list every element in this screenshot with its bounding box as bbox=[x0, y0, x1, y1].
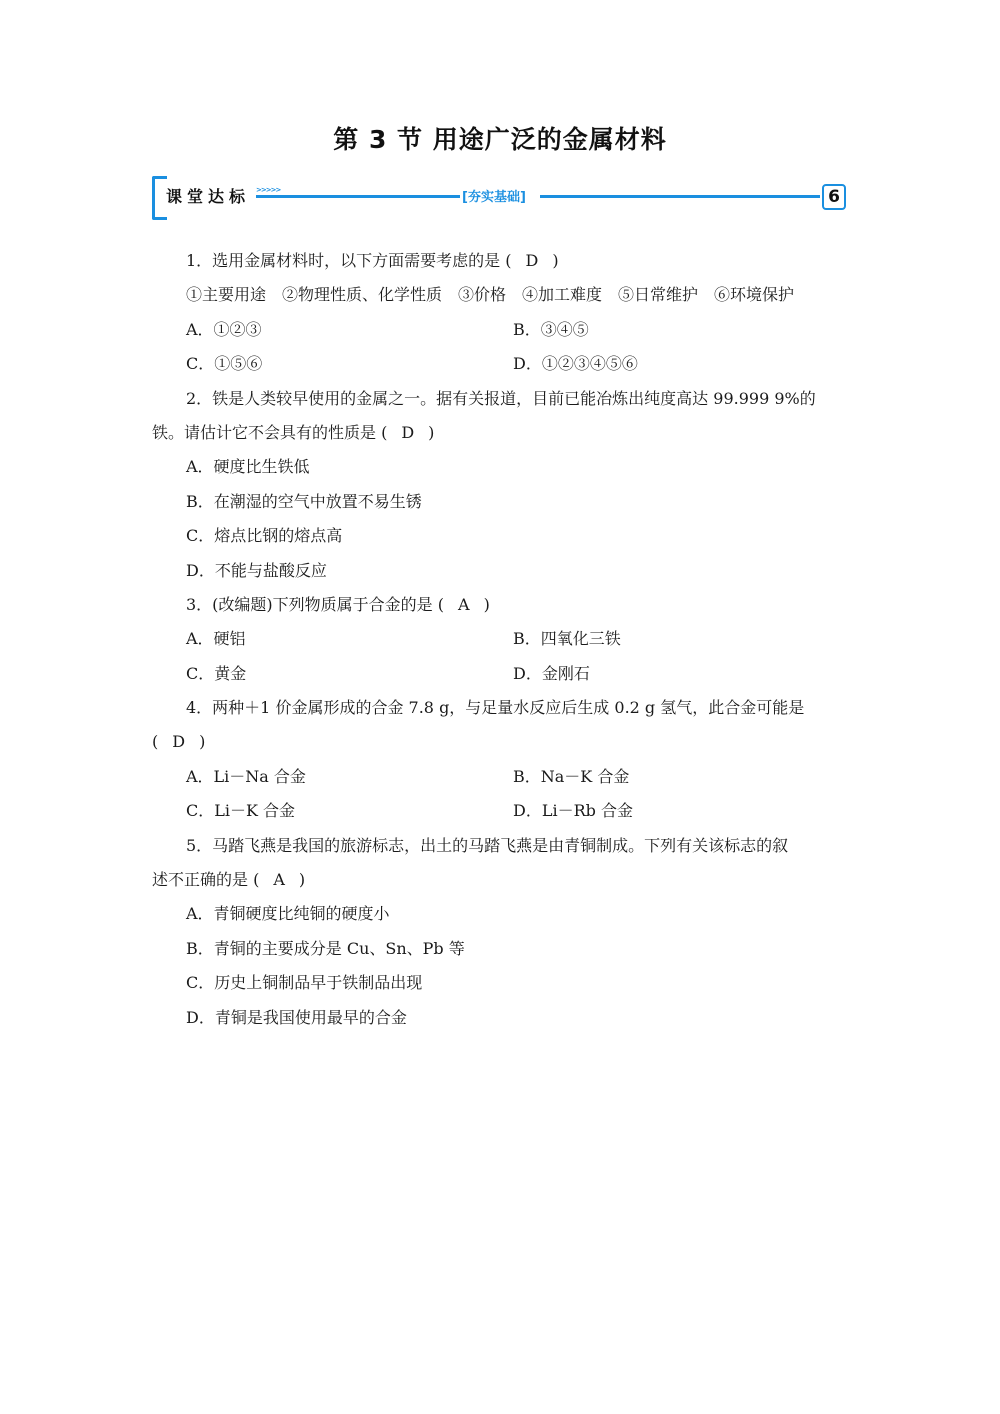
stem-suffix: ) bbox=[552, 251, 559, 270]
option-a: A．硬铝 bbox=[186, 629, 246, 649]
option-c: C．Li－K 合金 bbox=[186, 801, 296, 821]
option-row bbox=[152, 657, 848, 691]
stem-text: 述不正确的是 ( bbox=[152, 870, 260, 890]
option-d: D．Li－Rb 合金 bbox=[513, 801, 633, 821]
section-label: 课堂达标 bbox=[166, 187, 251, 206]
stem-suffix: ) bbox=[298, 870, 306, 890]
option-row bbox=[152, 313, 848, 347]
question-stem bbox=[152, 244, 848, 278]
stem-text: 1．选用金属材料时，以下方面需要考虑的是 ( bbox=[186, 251, 512, 270]
question-stem-line2 bbox=[152, 863, 848, 897]
option-b: B．在潮湿的空气中放置不易生锈 bbox=[186, 491, 422, 511]
option-c: C．黄金 bbox=[186, 663, 247, 683]
stem-text: ( bbox=[152, 732, 159, 752]
option-d: D．不能与盐酸反应 bbox=[186, 560, 327, 580]
option-b: B．③④⑤ bbox=[513, 319, 589, 339]
question-list bbox=[152, 244, 848, 1035]
option-row bbox=[152, 760, 848, 794]
question-1 bbox=[152, 244, 848, 382]
question-stem bbox=[152, 588, 848, 622]
section-banner bbox=[152, 176, 848, 216]
question-3 bbox=[152, 588, 848, 691]
option-a: A．青铜硬度比纯铜的硬度小 bbox=[186, 904, 390, 924]
option-d: D．金刚石 bbox=[513, 663, 590, 683]
option-row bbox=[152, 622, 848, 656]
stem-text: 3．(改编题)下列物质属于合金的是 ( bbox=[186, 594, 444, 614]
question-stem-line2 bbox=[152, 725, 848, 759]
divider-line bbox=[256, 195, 460, 198]
question-stem-line2 bbox=[152, 416, 848, 450]
stem-suffix: ) bbox=[483, 594, 490, 614]
stem-text: 铁。请估计它不会具有的性质是 ( bbox=[152, 422, 388, 442]
answer: D bbox=[525, 251, 539, 270]
option-a: A．Li－Na 合金 bbox=[186, 766, 306, 786]
question-extra: ①主要用途 ②物理性质、化学性质 ③价格 ④加工难度 ⑤日常维护 ⑥环境保护 bbox=[186, 285, 795, 305]
question-4 bbox=[152, 691, 848, 829]
option-b: B．四氧化三铁 bbox=[513, 629, 621, 649]
bracket-decoration bbox=[152, 176, 167, 220]
question-5 bbox=[152, 829, 848, 1035]
option-a: A．①②③ bbox=[186, 319, 262, 339]
stem-suffix: ) bbox=[428, 422, 435, 442]
page-title: 第 3 节 用途广泛的金属材料 bbox=[333, 125, 667, 154]
answer: D bbox=[401, 422, 415, 442]
stem-suffix: ) bbox=[199, 732, 206, 752]
option-a: A．硬度比生铁低 bbox=[186, 457, 310, 477]
question-2 bbox=[152, 382, 848, 588]
divider-line bbox=[540, 195, 820, 198]
option-b: B．Na－K 合金 bbox=[513, 766, 630, 786]
answer: D bbox=[172, 732, 186, 752]
section-number-badge: 6 bbox=[822, 184, 846, 210]
option-row bbox=[152, 347, 848, 381]
option-c: C．①⑤⑥ bbox=[186, 354, 263, 374]
sub-label: [夯实基础] bbox=[462, 190, 526, 205]
chevron-icon: >>>>> bbox=[256, 186, 281, 194]
option-row bbox=[152, 794, 848, 828]
option-c: C．熔点比钢的熔点高 bbox=[186, 526, 343, 546]
option-d: D．青铜是我国使用最早的合金 bbox=[186, 1007, 407, 1027]
option-d: D．①②③④⑤⑥ bbox=[513, 354, 638, 374]
answer: A bbox=[458, 594, 470, 614]
question-stem-line1: 2．铁是人类较早使用的金属之一。据有关报道，目前已能冶炼出纯度高达 99.999 9%的 bbox=[186, 388, 816, 408]
question-stem-line1: 4．两种＋1 价金属形成的合金 7.8 g，与足量水反应后生成 0.2 g 氢气，此合金可能是 bbox=[186, 698, 805, 718]
answer: A bbox=[273, 870, 285, 890]
option-c: C．历史上铜制品早于铁制品出现 bbox=[186, 973, 423, 993]
option-b: B．青铜的主要成分是 Cu、Sn、Pb 等 bbox=[186, 938, 465, 958]
question-stem-line1: 5．马踏飞燕是我国的旅游标志，出土的马踏飞燕是由青铜制成。下列有关该标志的叙 bbox=[186, 835, 789, 855]
